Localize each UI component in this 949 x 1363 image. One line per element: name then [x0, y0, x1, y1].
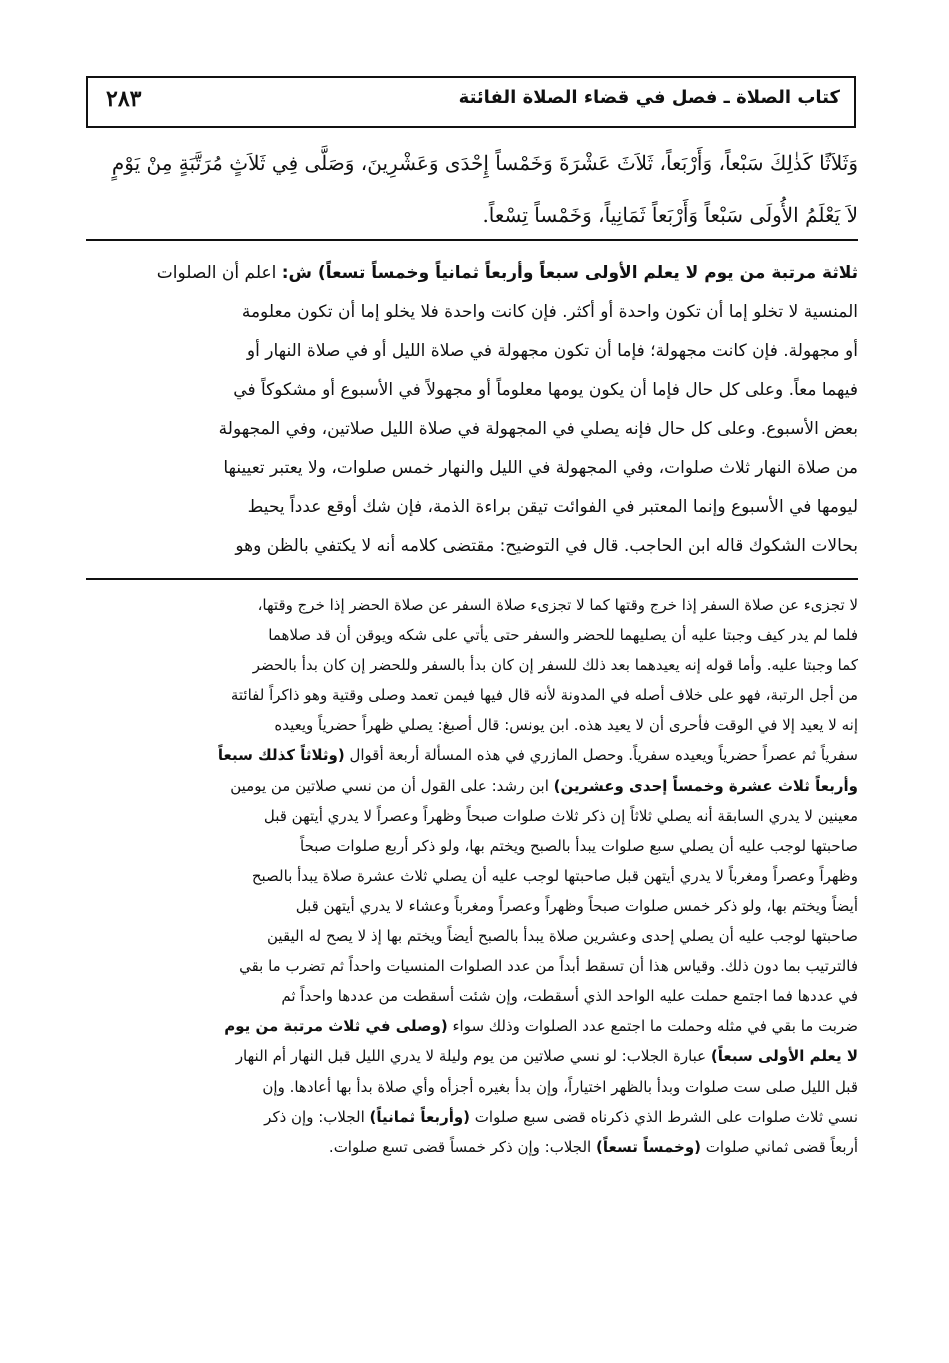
commentary-lead-bold: ثلاثة مرتبة من يوم لا يعلم الأولى سبعاً وأربعاً ثمانياً وخمساً تسعاً) ش:	[281, 263, 858, 283]
note-line	[86, 1011, 858, 1041]
note-text: الجلاب: وإن ذكر	[264, 1107, 370, 1126]
note-quote-bold: (وخمساً تسعاً)	[596, 1137, 702, 1156]
note-text: الجلاب: وإن ذكر خمساً قضى تسع صلوات.	[328, 1137, 596, 1156]
page-number: ٢٨٣	[106, 86, 142, 112]
verse-line: وَثَلاَثًا كَذٰلِكَ سَبْعاً، وَأَرْبَعاً، ثَلاَثَ عَشْرَةَ وَخَمْساً إِحْدَى وَعَشْرِينَ، وَصَلَّى فِي ثَلاَثٍ مُرَتَّبَةٍ مِنْ يَوْمٍ	[111, 151, 858, 175]
commentary-lead-text: اعلم أن الصلوات	[156, 263, 282, 283]
note-line: معينين لا يدري السابقة أنه يصلي ثلاثاً إن ذكر ثلاث صلوات صبحاً وظهراً وعصراً لا يدري أيتهن قبل	[263, 806, 858, 825]
note-line: كما وجبتا عليه. وأما قوله إنه يعيدهما بعد ذلك للسفر إن كان بدأ بالسفر وللحضر إن كان بدأ بالحضر	[252, 656, 858, 675]
commentary-line: أو مجهولة. فإن كانت مجهولة؛ فإما أن تكون مجهولة في صلاة الليل أو في صلاة النهار أو	[246, 341, 858, 361]
note-line	[86, 1102, 858, 1132]
commentary-line: من صلاة النهار ثلاث صلوات، وفي المجهولة في الليل والنهار خمس صلوات، ولا يعتبر تعيينها	[223, 458, 858, 478]
notes-block	[86, 590, 858, 1162]
note-line: صاحبتها لوجب عليه أن يصلي إحدى وعشرين صلاة يبدأ بالصبح أيضاً ويختم بها إذ لا يصح له اليقين	[267, 927, 858, 946]
note-line: فلما لم يدر كيف وجبتا عليه أن يصليهما للحضر والسفر حتى يأتي على شكه ويوقن أن قد صلاهما	[268, 626, 858, 645]
note-text: عبارة الجلاب: لو نسي صلاتين من يوم وليلة لا يدري الليل قبل النهار أم النهار	[235, 1047, 711, 1066]
commentary-line: المنسية لا تخلو إما أن تكون واحدة أو أكثر. فإن كانت واحدة فلا يخلو إما أن تكون معلومة	[241, 302, 858, 322]
note-text: أربعاً قضى ثماني صلوات	[701, 1137, 858, 1156]
commentary-line: بحالات الشكوك قاله ابن الحاجب. قال في التوضيح: مقتضى كلامه أنه لا يكتفي بالظن وهو	[235, 536, 858, 556]
note-line	[86, 1132, 858, 1162]
note-line: فالترتيب بما دون ذلك. وقياس هذا أن تسقط أبداً من عدد الصلوات المنسيات واحداً ثم تضرب ما بقي	[239, 957, 858, 976]
note-line: وظهراً وعصراً ومغرباً لا يدري أيتهن قبل صاحبتها لوجب عليه أن يصلي ثلاث عشرة صلاة يبدأ بالصبح	[251, 866, 858, 885]
chapter-title: كتاب الصلاة ـ فصل في قضاء الصلاة الفائتة	[458, 87, 840, 108]
commentary-line: فيهما معاً. وعلى كل حال فإما أن يكون يومها معلوماً أو مجهولاً في الأسبوع أو مشكوكاً في	[233, 380, 858, 400]
footnote-divider	[86, 578, 858, 580]
note-text: ابن رشد: على القول أن من نسي صلاتين من يومين	[230, 776, 554, 795]
note-line: لا تجزىء عن صلاة السفر إذا خرج وقتها كما لا تجزىء صلاة السفر عن صلاة الحضر إذا خرج وقتها،	[257, 596, 858, 614]
matn-verse	[86, 137, 858, 241]
note-text: سفرياً ثم عصراً حضرياً ويعيده سفرياً. وحصل المازري في هذه المسألة أربعة أقوال	[344, 746, 858, 765]
commentary-block	[86, 254, 858, 566]
commentary-line: بعض الأسبوع. وعلى كل حال فإنه يصلي في المجهولة في صلاة الليل صلاتين، وفي المجهولة	[218, 419, 858, 439]
note-line: صاحبتها لوجب عليه أن يصلي سبع صلوات يبدأ بالصبح ويختم بها، ولو ذكر أربع صلوات صبحاً	[300, 836, 858, 855]
note-line: من أجل الرتبة، فهو على خلاف أصله في المدونة لأنه قال فيها فيمن تعمد وصلى وقتية وهو ذاكراً لفائتة	[230, 686, 858, 705]
commentary-line	[86, 254, 858, 293]
note-quote-bold: (وثلاثاً كذلك سبعاً	[217, 746, 345, 765]
note-quote-bold: لا يعلم الأولى سبعاً)	[710, 1047, 858, 1066]
section-divider	[86, 239, 858, 241]
note-text: نسي ثلاث صلوات على الشرط الذي ذكرناه قضى سبع صلوات	[470, 1107, 858, 1126]
note-line: قبل الليل صلى ست صلوات وبدأ بالظهر اختياراً، وإن بدأ بغيره أجزأه وأي صلاة بدأ بها أعادها. وإن	[262, 1077, 858, 1096]
verse-line: لاَ يَعْلَمُ الأُولَى سَبْعاً وَأَرْبَعاً ثَمَانِياً، وَخَمْساً تِسْعاً.	[482, 203, 858, 227]
note-line	[86, 740, 858, 770]
note-quote-bold: (وصلى في ثلاث مرتبة من يوم	[224, 1017, 448, 1036]
commentary-line: ليومها في الأسبوع وإنما المعتبر في الفوائت تيقن براءة الذمة، فإن شك أوقع عدداً يحيط	[247, 497, 858, 517]
note-line	[86, 1041, 858, 1071]
note-text: ضربت ما بقي في مثله وحملت ما اجتمع عدد الصلوات وذلك سواء	[447, 1017, 858, 1036]
note-line: إنه لا يعيد إلا في الوقت فأحرى أن لا يعيد هذه. ابن يونس: قال أصبغ: يصلي ظهراً حضرياً ويعيده	[274, 716, 858, 735]
note-quote-bold: (وأربعاً ثمانياً)	[369, 1107, 471, 1126]
note-line: أيضاً ويختم بها، ولو ذكر خمس صلوات صبحاً وظهراً وعصراً ومغرباً وعشاء لا يدري أيتهن قبل	[295, 896, 858, 915]
note-line: في عددها فما اجتمع حملت عليه الواحد الذي أسقطت، وإن شئت أسقطت من عددها واحداً ثم	[281, 987, 858, 1006]
note-quote-bold: وأربعاً ثلاث عشرة وخمساً إحدى وعشرين)	[553, 776, 858, 795]
running-header	[86, 76, 856, 128]
note-line	[86, 771, 858, 801]
